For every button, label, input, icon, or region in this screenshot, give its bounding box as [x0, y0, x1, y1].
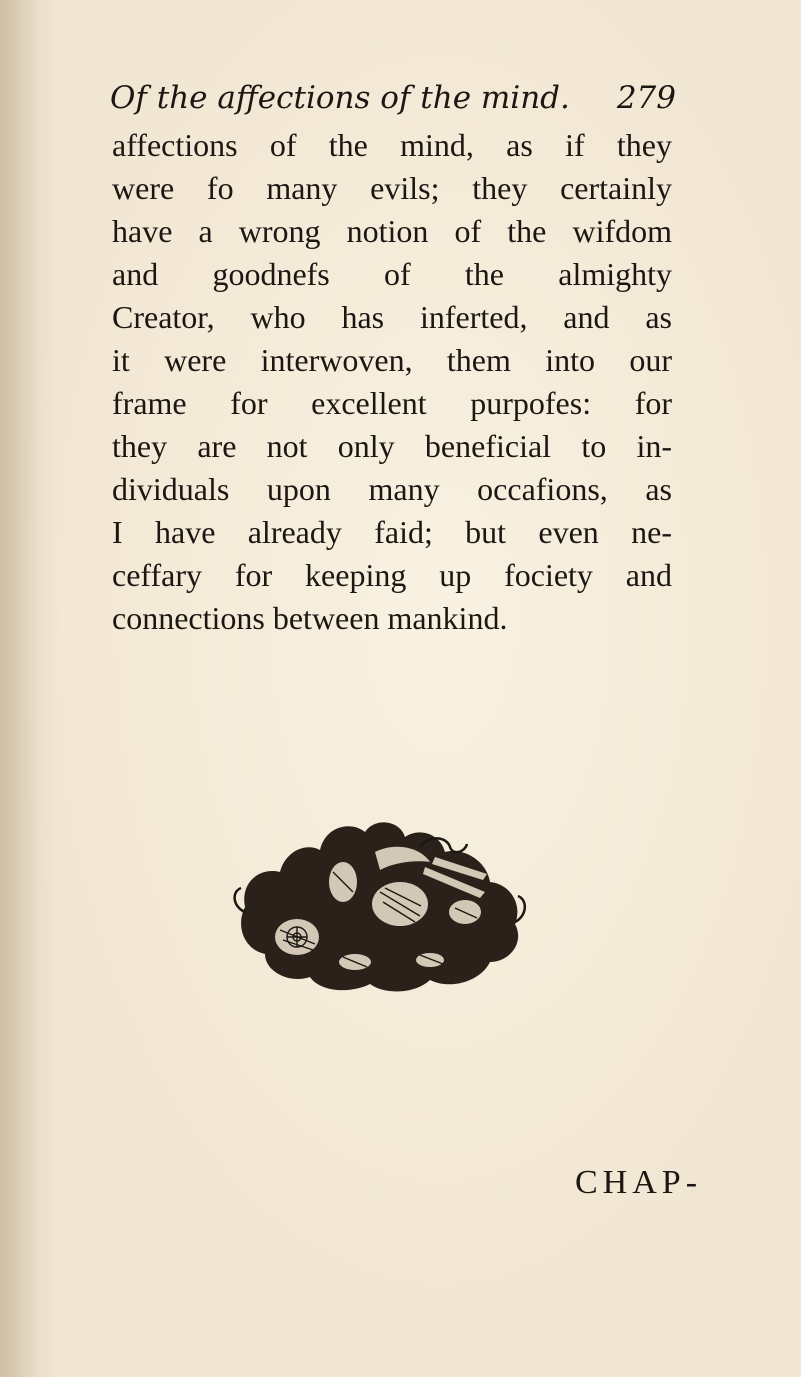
- running-title: Of the affections of the mind.: [110, 80, 570, 116]
- text-line: I have already faid; but even ne-: [112, 514, 672, 550]
- text-line: Creator, who has inferted, and as: [112, 299, 672, 335]
- page-number: 279: [616, 80, 676, 116]
- text-line: affections of the mind, as if they: [112, 127, 672, 163]
- gutter-shadow: [0, 0, 40, 1377]
- text-line: it were interwoven, them into our: [112, 342, 672, 378]
- text-line: connections between mankind.: [112, 600, 508, 636]
- catchword: CHAP-: [575, 1164, 703, 1201]
- text-line: and goodnefs of the almighty: [112, 256, 672, 292]
- text-line: they are not only beneficial to in-: [112, 428, 672, 464]
- running-head: [110, 76, 676, 120]
- engraved-tailpiece-ornament-icon: [225, 812, 535, 997]
- body-text: [112, 124, 672, 640]
- text-line: dividuals upon many occafions, as: [112, 471, 672, 507]
- text-line: frame for excellent purpofes: for: [112, 385, 672, 421]
- text-line: ceffary for keeping up fociety and: [112, 557, 672, 593]
- text-line: were fo many evils; they certainly: [112, 170, 672, 206]
- text-line: have a wrong notion of the wifdom: [112, 213, 672, 249]
